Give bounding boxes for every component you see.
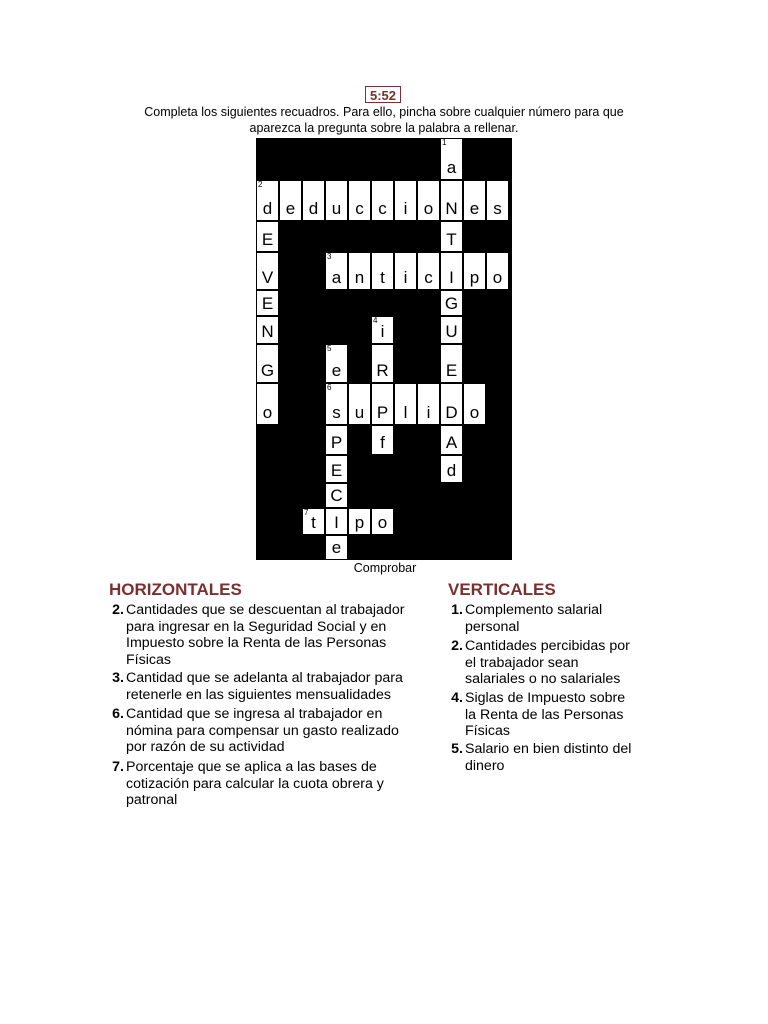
cell-letter: E xyxy=(445,361,458,380)
clue-number[interactable]: 5 xyxy=(327,344,332,353)
crossword-cell[interactable] xyxy=(463,180,486,221)
cell-letter: N xyxy=(261,322,274,341)
cell-letter: o xyxy=(262,403,273,422)
cell-letter: p xyxy=(354,513,365,532)
crossword-cell[interactable] xyxy=(394,252,417,290)
crossword-cell[interactable] xyxy=(440,455,463,483)
cell-letter: n xyxy=(354,268,365,287)
clue-text-line: Cantidades percibidas por xyxy=(465,638,630,654)
cell-letter: e xyxy=(469,199,480,218)
cell-letter: u xyxy=(331,199,342,218)
clue-text-line: nómina para compensar un gasto realizado xyxy=(126,722,399,739)
crossword-cell[interactable] xyxy=(417,383,440,425)
clue-number[interactable]: 3 xyxy=(327,252,332,261)
cell-letter: i xyxy=(403,199,408,218)
crossword-cell[interactable] xyxy=(440,252,463,290)
crossword-cell[interactable] xyxy=(440,221,463,252)
cell-letter: s xyxy=(493,199,502,218)
crossword-cell[interactable] xyxy=(486,180,509,221)
cell-letter: c xyxy=(355,199,364,218)
clue-number[interactable]: 7 xyxy=(304,508,309,517)
cell-letter: e xyxy=(331,361,342,380)
cell-letter: o xyxy=(377,513,388,532)
clue-number-label: 2. xyxy=(451,638,463,654)
crossword-cell[interactable] xyxy=(325,508,348,535)
crossword-cell[interactable] xyxy=(371,425,394,455)
verticales-title: VERTICALES xyxy=(448,580,556,599)
clue-text-line: Físicas xyxy=(126,651,171,668)
clue-text-line: salariales o no salariales xyxy=(465,671,621,687)
cell-letter: o xyxy=(492,268,503,287)
cell-letter: e xyxy=(331,538,342,557)
crossword-cell[interactable] xyxy=(325,252,348,290)
crossword-cell[interactable] xyxy=(440,138,463,180)
cell-letter: U xyxy=(445,322,458,341)
cell-letter: T xyxy=(446,230,457,249)
clue-text xyxy=(126,602,404,668)
crossword-cell[interactable] xyxy=(302,180,325,221)
clue-number-label: 6. xyxy=(112,706,124,722)
cell-letter: G xyxy=(260,361,275,380)
clue-number[interactable]: 1 xyxy=(442,138,447,147)
cell-letter: A xyxy=(445,433,458,452)
cell-letter: t xyxy=(380,268,385,287)
crossword-cell[interactable] xyxy=(440,383,463,425)
instructions xyxy=(120,105,648,136)
cell-letter: R xyxy=(376,361,389,380)
cell-letter: c xyxy=(424,268,433,287)
clue-text-line: el trabajador sean xyxy=(465,654,579,671)
crossword-cell[interactable] xyxy=(256,316,279,344)
clue-number-label: 4. xyxy=(451,690,463,706)
crossword-cell[interactable] xyxy=(417,252,440,290)
crossword-cell[interactable] xyxy=(417,180,440,221)
crossword-cell[interactable] xyxy=(463,383,486,425)
crossword-grid xyxy=(256,138,512,560)
clue-text-line: Porcentaje que se aplica a las bases de xyxy=(126,759,377,775)
crossword-cell[interactable] xyxy=(440,316,463,344)
cell-letter: u xyxy=(354,403,365,422)
clue-text-line: Cantidades que se descuentan al trabajador xyxy=(126,602,405,618)
crossword-cell[interactable] xyxy=(440,344,463,383)
clue-text-line: dinero xyxy=(465,757,505,774)
cell-letter: E xyxy=(261,294,274,313)
clue-number[interactable]: 4 xyxy=(373,316,378,325)
crossword-cell[interactable] xyxy=(256,344,279,383)
crossword-cell[interactable] xyxy=(371,344,394,383)
clue-text xyxy=(465,602,602,635)
crossword-cell[interactable] xyxy=(371,252,394,290)
clue-number[interactable]: 6 xyxy=(327,383,332,392)
clue-text xyxy=(126,759,384,809)
crossword-cell[interactable] xyxy=(348,252,371,290)
cell-letter: P xyxy=(330,433,343,452)
cell-letter: I xyxy=(334,513,339,532)
clue-text xyxy=(126,706,399,756)
crossword-cell[interactable] xyxy=(371,180,394,221)
crossword-cell[interactable] xyxy=(348,508,371,535)
crossword-cell[interactable] xyxy=(325,425,348,455)
clue-number-label: 5. xyxy=(451,741,463,757)
clue-text-line: Complemento salarial xyxy=(465,602,603,618)
crossword-cell[interactable] xyxy=(325,383,348,425)
clue-text-line: patronal xyxy=(126,792,178,808)
clue-text-line: Físicas xyxy=(465,723,510,739)
cell-letter: N xyxy=(445,199,458,218)
cell-letter: i xyxy=(403,268,408,287)
clue-text-line: por razón de su actividad xyxy=(126,739,285,755)
clue-text-line: para ingresar en la Seguridad Social y en xyxy=(126,618,387,635)
cell-letter: E xyxy=(261,230,274,249)
cell-letter: e xyxy=(285,199,296,218)
clue-text xyxy=(126,670,403,703)
instructions-line-1: Completa los siguientes recuadros. Para ello, pincha sobre cualquier número para que xyxy=(144,105,624,119)
cell-letter: i xyxy=(380,322,385,341)
instructions-line-2: aparezca la pregunta sobre la palabra a rellenar. xyxy=(249,120,519,135)
crossword-cell[interactable] xyxy=(325,535,348,560)
crossword-cell[interactable] xyxy=(279,180,302,221)
cell-letter: f xyxy=(380,433,385,452)
cell-letter: i xyxy=(426,403,431,422)
cell-letter: o xyxy=(423,199,434,218)
cell-letter: I xyxy=(449,268,454,287)
clue-text-line: personal xyxy=(465,618,520,635)
cell-letter: o xyxy=(469,403,480,422)
crossword-cell[interactable] xyxy=(486,252,509,290)
horizontales-title: HORIZONTALES xyxy=(109,580,242,599)
crossword-cell[interactable] xyxy=(302,508,325,535)
clue-text-line: Salario en bien distinto del xyxy=(465,741,632,757)
cell-letter: d xyxy=(446,461,457,480)
check-button[interactable]: Comprobar xyxy=(353,561,417,575)
clue-text-line: Impuesto sobre la Renta de las Personas xyxy=(126,635,387,651)
cell-letter: a xyxy=(331,268,342,287)
cell-letter: E xyxy=(330,461,343,480)
clue-text xyxy=(465,690,625,740)
cell-letter: D xyxy=(445,403,458,422)
clue-text xyxy=(465,638,630,688)
crossword-cell[interactable] xyxy=(325,180,348,221)
cell-letter: c xyxy=(378,199,387,218)
crossword-cell[interactable] xyxy=(256,252,279,290)
crossword-cell[interactable] xyxy=(440,290,463,316)
crossword-cell[interactable] xyxy=(394,383,417,425)
clue-number-label: 1. xyxy=(451,602,463,618)
clue-text-line: la Renta de las Personas xyxy=(465,706,624,723)
cell-letter: d xyxy=(308,199,319,218)
cell-letter: t xyxy=(311,513,316,532)
crossword-cell[interactable] xyxy=(371,316,394,344)
crossword-cell[interactable] xyxy=(325,483,348,508)
clue-text-line: retenerle en las siguientes mensualidades xyxy=(126,686,391,703)
crossword-cell[interactable] xyxy=(371,383,394,425)
crossword-cell[interactable] xyxy=(325,455,348,483)
clue-number[interactable]: 2 xyxy=(258,180,263,189)
clue-number-label: 2. xyxy=(112,602,124,618)
crossword-cell[interactable] xyxy=(463,252,486,290)
clue-number-label: 7. xyxy=(112,759,124,775)
cell-letter: G xyxy=(444,294,459,313)
cell-letter: V xyxy=(261,268,274,287)
crossword-cell[interactable] xyxy=(256,290,279,316)
crossword-cell[interactable] xyxy=(325,344,348,383)
cell-letter: C xyxy=(330,486,343,505)
crossword-cell[interactable] xyxy=(440,425,463,455)
cell-letter: d xyxy=(262,199,273,218)
clue-text xyxy=(465,741,631,774)
clue-text-line: Cantidad que se ingresa al trabajador en xyxy=(126,706,383,722)
cell-letter: s xyxy=(332,403,341,422)
crossword-cell[interactable] xyxy=(394,180,417,221)
countdown-timer: 5:52 xyxy=(365,86,401,103)
clue-text-line: Cantidad que se adelanta al trabajador para xyxy=(126,670,403,686)
clue-text-line: cotización para calcular la cuota obrera y xyxy=(126,775,384,792)
crossword-cell[interactable] xyxy=(256,221,279,252)
crossword-cell[interactable] xyxy=(348,383,371,425)
clue-text-line: Siglas de Impuesto sobre xyxy=(465,690,626,706)
clue-number-label: 3. xyxy=(112,670,124,686)
crossword-cell[interactable] xyxy=(348,180,371,221)
crossword-cell[interactable] xyxy=(256,383,279,425)
crossword-cell[interactable] xyxy=(371,508,394,535)
cell-letter: a xyxy=(446,158,457,177)
crossword-cell[interactable] xyxy=(440,180,463,221)
crossword-cell[interactable] xyxy=(256,180,279,221)
cell-letter: P xyxy=(376,403,389,422)
cell-letter: l xyxy=(403,403,408,422)
cell-letter: p xyxy=(469,268,480,287)
